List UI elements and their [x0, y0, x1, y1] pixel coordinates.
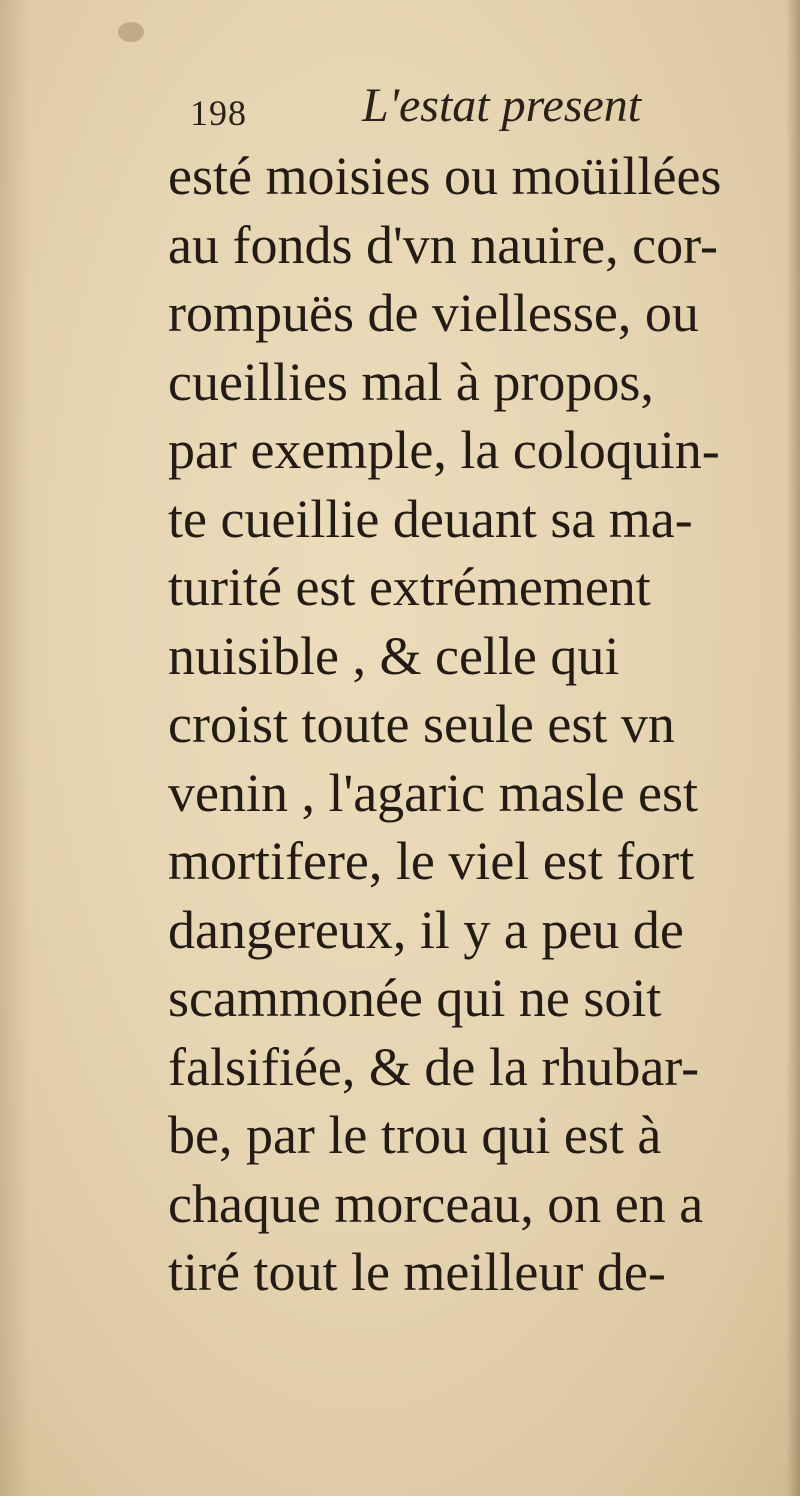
text-line: te cueillie deuant sa ma- — [168, 488, 693, 549]
body-text — [168, 142, 780, 1307]
text-line: par exemple, la coloquin- — [168, 420, 720, 480]
page-shadow-right — [786, 0, 800, 1496]
text-line: scammonée qui ne soit — [168, 968, 662, 1028]
ink-stain — [118, 22, 144, 42]
text-line: turité est extrémement — [168, 557, 651, 617]
page-number: 198 — [190, 93, 247, 133]
running-head: L'estat present — [362, 79, 642, 132]
text-line: falsifiée, & de la rhubar- — [168, 1036, 700, 1097]
page-shadow-left — [0, 0, 30, 1496]
text-line: tiré tout le meilleur de- — [168, 1242, 666, 1302]
text-line: chaque morceau, on en a — [168, 1173, 704, 1234]
text-line: be, par le trou qui est à — [168, 1105, 662, 1165]
page-header — [190, 70, 710, 140]
text-line: croist toute seule est vn — [168, 694, 675, 754]
text-line: dangereux, il y a peu de — [168, 899, 684, 960]
text-line: au fonds d'vn nauire, cor- — [168, 214, 718, 275]
text-line: rompuës de viellesse, ou — [168, 283, 699, 343]
text-line: nuisible , & celle qui — [168, 625, 620, 686]
text-line: cueillies mal à propos, — [168, 351, 654, 412]
text-line: venin , l'agaric masle est — [168, 762, 699, 823]
text-line: mortifere, le viel est fort — [168, 831, 695, 891]
text-line: esté moisies ou moüillées — [168, 146, 722, 206]
